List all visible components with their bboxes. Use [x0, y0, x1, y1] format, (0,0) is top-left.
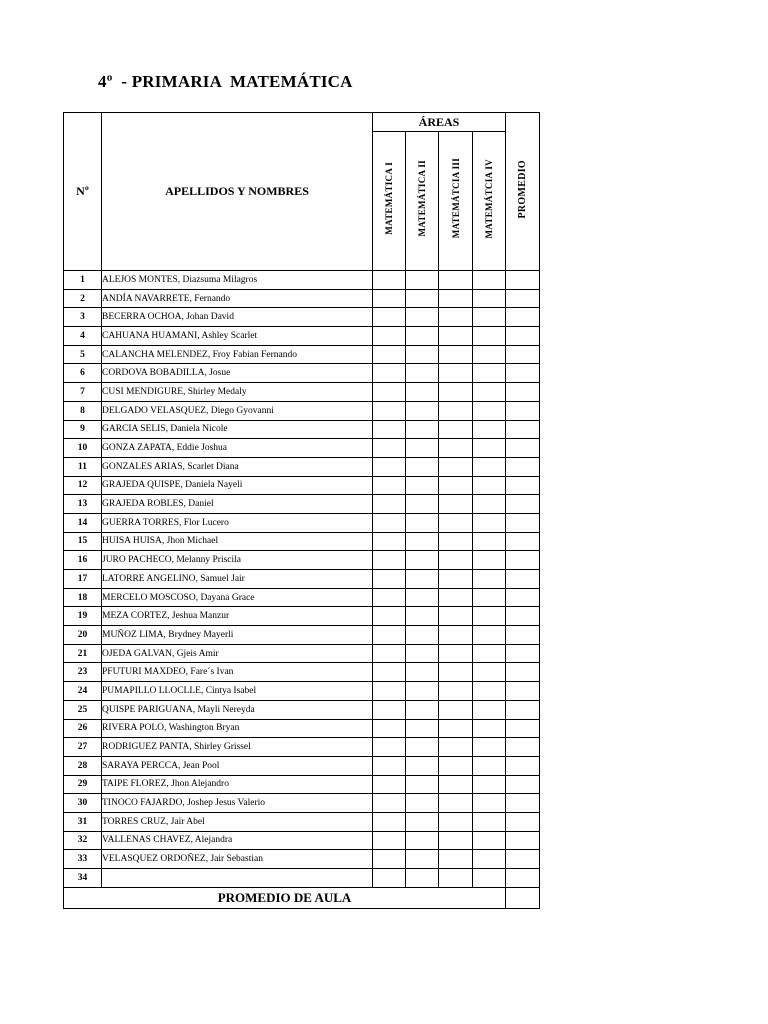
row-number: 19 [64, 607, 102, 626]
grade-cell[interactable] [406, 327, 439, 346]
promedio-cell[interactable] [506, 401, 540, 420]
grade-cell[interactable] [373, 439, 406, 458]
grade-cell[interactable] [439, 289, 473, 308]
student-name: OJEDA GALVAN, Gjeis Amir [102, 644, 373, 663]
promedio-cell[interactable] [506, 831, 540, 850]
grade-cell[interactable] [373, 271, 406, 290]
grade-cell[interactable] [439, 401, 473, 420]
grade-cell[interactable] [473, 345, 506, 364]
header-number: Nº [64, 113, 102, 271]
header-names: APELLIDOS Y NOMBRES [102, 113, 373, 271]
table-row [64, 420, 540, 439]
page-title: 4º - PRIMARIA MATEMÁTICA [98, 72, 353, 91]
grade-cell[interactable] [373, 551, 406, 570]
promedio-cell[interactable] [506, 738, 540, 757]
promedio-cell[interactable] [506, 513, 540, 532]
row-number: 2 [64, 289, 102, 308]
grade-cell[interactable] [406, 420, 439, 439]
row-number: 20 [64, 626, 102, 645]
student-name: GONZA ZAPATA, Eddie Joshua [102, 439, 373, 458]
row-number: 5 [64, 345, 102, 364]
grade-cell[interactable] [406, 439, 439, 458]
grade-cell[interactable] [473, 439, 506, 458]
promedio-cell[interactable] [506, 719, 540, 738]
promedio-cell[interactable] [506, 383, 540, 402]
grade-cell[interactable] [406, 345, 439, 364]
promedio-cell[interactable] [506, 420, 540, 439]
grades-table [63, 112, 540, 909]
table-row [64, 756, 540, 775]
student-name: VALLENAS CHAVEZ, Alejandra [102, 831, 373, 850]
table-row [64, 327, 540, 346]
grade-cell[interactable] [406, 682, 439, 701]
grade-cell[interactable] [473, 607, 506, 626]
grade-cell[interactable] [373, 775, 406, 794]
grade-cell[interactable] [373, 756, 406, 775]
row-number: 32 [64, 831, 102, 850]
header-areas: ÁREAS [373, 113, 506, 132]
grade-cell[interactable] [373, 495, 406, 514]
grade-cell[interactable] [406, 644, 439, 663]
grade-cell[interactable] [373, 831, 406, 850]
student-name: DELGADO VELASQUEZ, Diego Gyovanni [102, 401, 373, 420]
table-row [64, 439, 540, 458]
promedio-cell[interactable] [506, 289, 540, 308]
table-row [64, 812, 540, 831]
grade-cell[interactable] [473, 682, 506, 701]
promedio-cell[interactable] [506, 626, 540, 645]
table-row [64, 570, 540, 589]
grade-cell[interactable] [439, 532, 473, 551]
grade-cell[interactable] [439, 327, 473, 346]
table-row [64, 869, 540, 888]
grade-cell[interactable] [439, 644, 473, 663]
row-number: 8 [64, 401, 102, 420]
student-name: GUERRA TORRES, Flor Lucero [102, 513, 373, 532]
student-name: CAHUANA HUAMANI, Ashley Scarlet [102, 327, 373, 346]
grade-cell[interactable] [473, 457, 506, 476]
grade-cell[interactable] [473, 738, 506, 757]
grade-cell[interactable] [373, 420, 406, 439]
promedio-cell[interactable] [506, 588, 540, 607]
student-name: SARAYA PERCCA, Jean Pool [102, 756, 373, 775]
grade-cell[interactable] [439, 271, 473, 290]
grade-cell[interactable] [406, 532, 439, 551]
row-number: 29 [64, 775, 102, 794]
row-number: 33 [64, 850, 102, 869]
promedio-cell[interactable] [506, 663, 540, 682]
grade-cell[interactable] [473, 626, 506, 645]
student-name: GRAJEDA ROBLES, Daniel [102, 495, 373, 514]
promedio-cell[interactable] [506, 271, 540, 290]
row-number: 7 [64, 383, 102, 402]
student-name: CORDOVA BOBADILLA, Josue [102, 364, 373, 383]
grade-cell[interactable] [373, 850, 406, 869]
header-promedio: PROMEDIO [517, 159, 528, 219]
row-number: 14 [64, 513, 102, 532]
student-name: PUMAPILLO LLOCLLE, Cintya Isabel [102, 682, 373, 701]
grade-cell[interactable] [373, 626, 406, 645]
grade-cell[interactable] [473, 476, 506, 495]
promedio-cell[interactable] [506, 756, 540, 775]
grade-cell[interactable] [473, 495, 506, 514]
grade-cell[interactable] [406, 457, 439, 476]
grade-cell[interactable] [373, 719, 406, 738]
table-row [64, 345, 540, 364]
grade-cell[interactable] [473, 831, 506, 850]
row-number: 15 [64, 532, 102, 551]
grade-cell[interactable] [473, 570, 506, 589]
grade-cell[interactable] [439, 551, 473, 570]
row-number: 12 [64, 476, 102, 495]
student-name: ANDÍA NAVARRETE, Fernando [102, 289, 373, 308]
grade-cell[interactable] [373, 570, 406, 589]
grade-cell[interactable] [373, 401, 406, 420]
promedio-cell[interactable] [506, 869, 540, 888]
grade-cell[interactable] [439, 812, 473, 831]
table-row [64, 794, 540, 813]
grade-cell[interactable] [406, 551, 439, 570]
grade-cell[interactable] [473, 812, 506, 831]
grade-cell[interactable] [439, 850, 473, 869]
header-area-1-cell [373, 132, 406, 271]
grade-cell[interactable] [473, 364, 506, 383]
grade-cell[interactable] [439, 831, 473, 850]
grade-cell[interactable] [473, 271, 506, 290]
grade-cell[interactable] [373, 345, 406, 364]
grade-cell[interactable] [406, 775, 439, 794]
row-number: 30 [64, 794, 102, 813]
row-number: 34 [64, 869, 102, 888]
grade-cell[interactable] [406, 869, 439, 888]
table-row [64, 289, 540, 308]
grade-cell[interactable] [473, 420, 506, 439]
grade-cell[interactable] [439, 439, 473, 458]
student-name: CALANCHA MELENDEZ, Froy Fabian Fernando [102, 345, 373, 364]
row-number: 18 [64, 588, 102, 607]
table-row [64, 364, 540, 383]
header-promedio-cell [506, 113, 540, 271]
grade-cell[interactable] [439, 700, 473, 719]
grade-cell[interactable] [473, 513, 506, 532]
grade-cell[interactable] [473, 551, 506, 570]
promedio-cell[interactable] [506, 794, 540, 813]
row-number: 6 [64, 364, 102, 383]
table-row [64, 495, 540, 514]
grade-cell[interactable] [473, 644, 506, 663]
row-number: 31 [64, 812, 102, 831]
table-row [64, 738, 540, 757]
table-row [64, 532, 540, 551]
grade-cell[interactable] [406, 831, 439, 850]
table-row [64, 607, 540, 626]
promedio-cell[interactable] [506, 364, 540, 383]
grade-cell[interactable] [406, 700, 439, 719]
table-row [64, 551, 540, 570]
grade-cell[interactable] [439, 383, 473, 402]
table-row [64, 719, 540, 738]
row-number: 24 [64, 682, 102, 701]
header-area-3: MATEMÁTCIA III [450, 158, 461, 239]
grade-cell[interactable] [373, 308, 406, 327]
student-name: PFUTURI MAXDEO, Fare´s Ivan [102, 663, 373, 682]
grade-cell[interactable] [406, 663, 439, 682]
promedio-cell[interactable] [506, 644, 540, 663]
student-name: TORRES CRUZ, Jair Abel [102, 812, 373, 831]
table-row [64, 401, 540, 420]
student-name: GARCIA SELIS, Daniela Nicole [102, 420, 373, 439]
grade-cell[interactable] [373, 289, 406, 308]
grade-cell[interactable] [373, 588, 406, 607]
grade-cell[interactable] [439, 719, 473, 738]
promedio-cell[interactable] [506, 682, 540, 701]
grade-cell[interactable] [373, 457, 406, 476]
table-row [64, 457, 540, 476]
promedio-cell[interactable] [506, 700, 540, 719]
grade-cell[interactable] [406, 289, 439, 308]
table-row [64, 682, 540, 701]
student-name: CUSI MENDIGURE, Shirley Medaly [102, 383, 373, 402]
row-number: 21 [64, 644, 102, 663]
grade-cell[interactable] [406, 271, 439, 290]
table-row [64, 700, 540, 719]
header-area-3-cell [439, 132, 473, 271]
table-row [64, 513, 540, 532]
grade-cell[interactable] [406, 794, 439, 813]
grade-cell[interactable] [373, 383, 406, 402]
grade-cell[interactable] [373, 644, 406, 663]
grade-cell[interactable] [473, 719, 506, 738]
row-number: 4 [64, 327, 102, 346]
grade-cell[interactable] [406, 513, 439, 532]
header-area-4: MATEMÁTCIA IV [484, 158, 494, 239]
promedio-cell[interactable] [506, 476, 540, 495]
grade-cell[interactable] [406, 588, 439, 607]
grade-cell[interactable] [406, 756, 439, 775]
grade-cell[interactable] [373, 327, 406, 346]
table-row [64, 626, 540, 645]
student-name: VELASQUEZ ORDOÑEZ, Jair Sebastian [102, 850, 373, 869]
grade-cell[interactable] [373, 364, 406, 383]
grade-cell[interactable] [406, 719, 439, 738]
table-row [64, 775, 540, 794]
grade-cell[interactable] [406, 476, 439, 495]
grade-cell[interactable] [439, 513, 473, 532]
grade-cell[interactable] [439, 607, 473, 626]
grade-cell[interactable] [439, 626, 473, 645]
table-row [64, 383, 540, 402]
grade-cell[interactable] [473, 756, 506, 775]
promedio-cell[interactable] [506, 850, 540, 869]
table-row [64, 588, 540, 607]
grade-cell[interactable] [473, 532, 506, 551]
grade-cell[interactable] [373, 794, 406, 813]
grade-cell[interactable] [439, 495, 473, 514]
grade-cell[interactable] [439, 588, 473, 607]
grade-cell[interactable] [473, 588, 506, 607]
promedio-cell[interactable] [506, 607, 540, 626]
row-number: 26 [64, 719, 102, 738]
grade-cell[interactable] [406, 383, 439, 402]
student-name: HUISA HUISA, Jhon Michael [102, 532, 373, 551]
grade-cell[interactable] [473, 308, 506, 327]
student-name: RIVERA POLO, Washington Bryan [102, 719, 373, 738]
table-row [64, 663, 540, 682]
grade-cell[interactable] [406, 570, 439, 589]
grade-cell[interactable] [439, 869, 473, 888]
row-number: 10 [64, 439, 102, 458]
student-name: TAIPE FLOREZ, Jhon Alejandro [102, 775, 373, 794]
grade-cell[interactable] [439, 476, 473, 495]
grade-cell[interactable] [473, 383, 506, 402]
grade-cell[interactable] [473, 327, 506, 346]
grade-cell[interactable] [439, 663, 473, 682]
student-name: GONZALES ARIAS, Scarlet Diana [102, 457, 373, 476]
promedio-cell[interactable] [506, 812, 540, 831]
row-number: 13 [64, 495, 102, 514]
row-number: 23 [64, 663, 102, 682]
student-name: JURO PACHECO, Melanny Priscila [102, 551, 373, 570]
promedio-cell[interactable] [506, 439, 540, 458]
row-number: 1 [64, 271, 102, 290]
grade-cell[interactable] [373, 532, 406, 551]
row-number: 28 [64, 756, 102, 775]
header-area-1: MATEMÁTICA I [384, 162, 394, 235]
promedio-cell[interactable] [506, 327, 540, 346]
header-area-4-cell [473, 132, 506, 271]
grade-cell[interactable] [439, 682, 473, 701]
row-number: 11 [64, 457, 102, 476]
grade-cell[interactable] [439, 364, 473, 383]
student-name: MEZA CORTEZ, Jeshua Manzur [102, 607, 373, 626]
student-name: LATORRE ANGELINO, Samuel Jair [102, 570, 373, 589]
header-area-2: MATEMÁTICA II [417, 160, 427, 237]
grade-cell[interactable] [473, 700, 506, 719]
grade-cell[interactable] [439, 420, 473, 439]
student-name: ALEJOS MONTES, Diazsuma Milagros [102, 271, 373, 290]
student-name: MERCELO MOSCOSO, Dayana Grace [102, 588, 373, 607]
student-name: QUISPE PARIGUANA, Mayli Nereyda [102, 700, 373, 719]
grade-cell[interactable] [473, 850, 506, 869]
row-number: 3 [64, 308, 102, 327]
promedio-cell[interactable] [506, 570, 540, 589]
grade-cell[interactable] [406, 626, 439, 645]
promedio-cell[interactable] [506, 308, 540, 327]
grade-cell[interactable] [439, 756, 473, 775]
grade-cell[interactable] [439, 738, 473, 757]
grade-cell[interactable] [373, 812, 406, 831]
grade-cell[interactable] [439, 308, 473, 327]
grade-cell[interactable] [373, 607, 406, 626]
table-row [64, 644, 540, 663]
grade-cell[interactable] [473, 289, 506, 308]
grade-cell[interactable] [473, 794, 506, 813]
grade-cell[interactable] [406, 364, 439, 383]
promedio-cell[interactable] [506, 345, 540, 364]
student-name: RODRIGUEZ PANTA, Shirley Grissel [102, 738, 373, 757]
table-row [64, 831, 540, 850]
footer-label: PROMEDIO DE AULA [64, 887, 506, 908]
row-number: 9 [64, 420, 102, 439]
student-name: MUÑOZ LIMA, Brydney Mayerli [102, 626, 373, 645]
grade-cell[interactable] [406, 495, 439, 514]
promedio-cell[interactable] [506, 457, 540, 476]
grade-cell[interactable] [406, 607, 439, 626]
grade-cell[interactable] [473, 775, 506, 794]
header-area-2-cell [406, 132, 439, 271]
row-number: 25 [64, 700, 102, 719]
student-name: BECERRA OCHOA, Johan David [102, 308, 373, 327]
footer-promedio-cell[interactable] [506, 887, 540, 908]
student-name: GRAJEDA QUISPE, Daniela Nayeli [102, 476, 373, 495]
grade-cell[interactable] [406, 401, 439, 420]
grade-cell[interactable] [406, 308, 439, 327]
grade-cell[interactable] [373, 869, 406, 888]
table-row [64, 308, 540, 327]
promedio-cell[interactable] [506, 495, 540, 514]
grade-cell[interactable] [373, 663, 406, 682]
promedio-cell[interactable] [506, 551, 540, 570]
grade-cell[interactable] [473, 401, 506, 420]
row-number: 17 [64, 570, 102, 589]
grade-cell[interactable] [406, 850, 439, 869]
table-row [64, 476, 540, 495]
promedio-cell[interactable] [506, 532, 540, 551]
grade-cell[interactable] [473, 663, 506, 682]
student-name: TINOCO FAJARDO, Joshep Jesus Valerio [102, 794, 373, 813]
grade-cell[interactable] [439, 775, 473, 794]
grade-cell[interactable] [373, 700, 406, 719]
promedio-cell[interactable] [506, 775, 540, 794]
grade-cell[interactable] [439, 794, 473, 813]
table-row [64, 850, 540, 869]
row-number: 16 [64, 551, 102, 570]
grade-cell[interactable] [406, 812, 439, 831]
student-name [102, 869, 373, 888]
grade-cell[interactable] [373, 682, 406, 701]
grade-cell[interactable] [439, 345, 473, 364]
table-row [64, 271, 540, 290]
row-number: 27 [64, 738, 102, 757]
grade-cell[interactable] [439, 570, 473, 589]
grade-cell[interactable] [439, 457, 473, 476]
grade-cell[interactable] [373, 476, 406, 495]
grade-cell[interactable] [473, 869, 506, 888]
grade-cell[interactable] [373, 738, 406, 757]
grade-cell[interactable] [406, 738, 439, 757]
grade-cell[interactable] [373, 513, 406, 532]
